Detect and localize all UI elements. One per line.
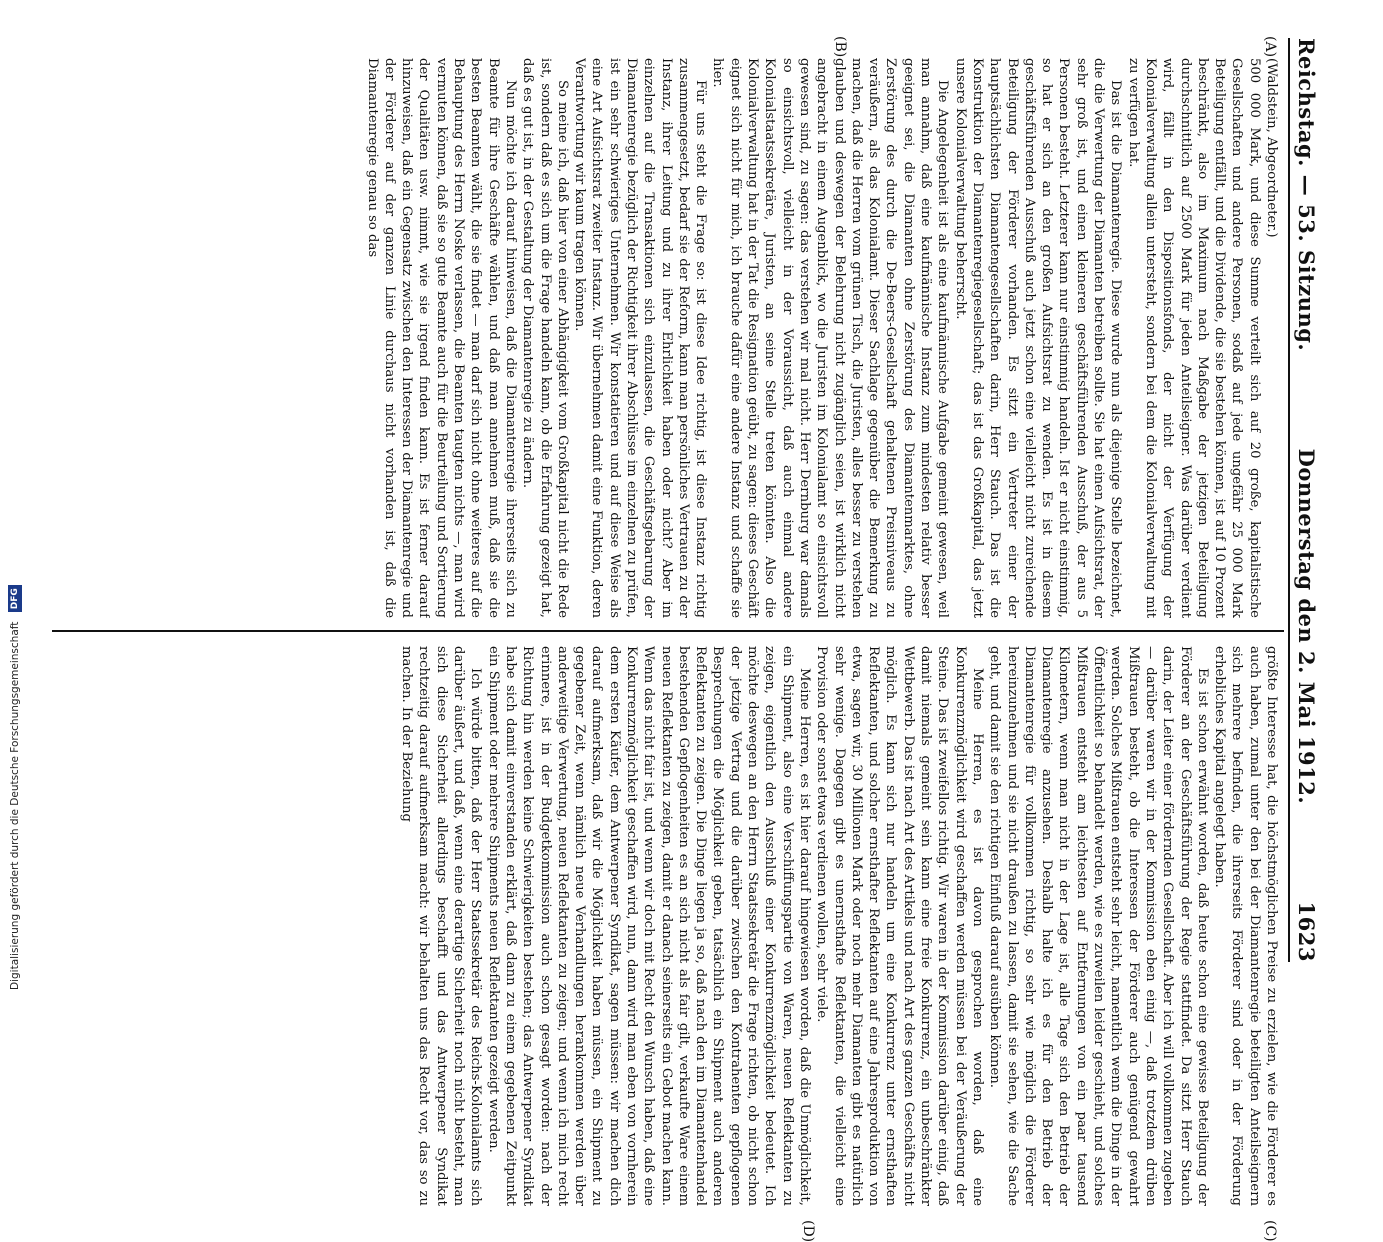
document-page — [48, 30, 1328, 1242]
header-date: Donnerstag den 2. Mai 1912. — [1294, 448, 1320, 805]
margin-marker-c: (C) — [1262, 1220, 1278, 1242]
margin-marker-b: (B) — [832, 36, 848, 58]
page-header — [1288, 38, 1324, 962]
dfg-logo-icon: DFG — [8, 585, 22, 612]
right-column — [54, 646, 1280, 1206]
paragraph: Die Angelegenheit ist als eine kaufmännische Aufgabe gemeint gewesen, weil man annahm, daß eine kaufmännische Instanz zum mindesten relativ besser geeignet sei, die Diamanten ohne Zerstörung des Diamantenmarktes, ohne Zerstörung des durch die De-Beers-Gesellschaft gehaltenen Preisniveaus zu veräußern, als das Kolonialamt. Dieser Sachlage gegenüber die Bemerkung zu machen, daß die Herren vom grünen Tisch, die Juristen, alles besser zu verstehen glauben und deswegen der Belehrung nicht zugänglich seien, ist wirklich nicht angebracht in einem Augenblick, wo die Juristen im Kolonialamt so einsichtsvoll gewesen sind, zu sagen: das verstehen wir mal nicht. Herr Dernburg war damals so einsichtsvoll, vielleicht in der Voraussicht, daß auch einmal andere Kolonialstaatssekretäre, Juristen, an seine Stelle treten könnten. Also die Kolonialverwaltung hat in der Tat die Resignation geübt, zu sagen: dieses Geschäft eignet sich nicht für mich, ich brauche dafür eine andere Instanz und schaffe sie hier. — [710, 58, 951, 618]
paragraph: Ich würde bitten, daß der Herr Staatssekretär des Reichs-Kolonialamts sich darüber äußert, und daß, wenn eine derartige Sicherheit noch nicht besteht, man sich diese Sicherheit allerdings beschafft und das Antwerpener Syndikat rechtzeitig darauf aufmerksam macht: wir behalten uns das Recht vor, das so zu machen. In der Beziehung — [399, 646, 484, 1206]
paragraph: Es ist schon erwähnt worden, daß heute schon eine gewisse Beteiligung der Förderer an der Geschäftsführung der Regie stattfindet. Da sitzt Herr Stauch darin, der Leiter einer fördernden Gesellschaft. Aber ich will vollkommen zugeben — darüber waren wir in der Kommission eben einig —, daß trotzdem drüben Mißtrauen besteht, ob die Interessen der Förderer auch genügend gewahrt werden. Solches Mißtrauen entsteht sehr leicht, namentlich wenn die Dinge in der Öffentlichkeit so behandelt werden, wie es zuweilen leider geschieht, und solches Mißtrauen entsteht am leichtesten auf Entfernungen von ein paar tausend Kilometern, wenn man nicht in der Lage ist, alle Tage sich den Betrieb der Diamantenregie anzusehen. Deshalb halte ich es für den Betrieb der Diamantenregie für vollkommen richtig, so sehr wie möglich die Förderer hereinzunehmen und sie nicht draußen zu lassen, damit sie sehen, wie die Sache geht, und damit sie den richtigen Einfluß darauf ausüben können. — [987, 646, 1210, 1206]
header-left: Reichstag. — 53. Sitzung. — [1294, 38, 1320, 352]
column-divider — [52, 630, 1284, 632]
paragraph: größte Interesse hat, die höchstmöglichen Preise zu erzielen, wie die Förderer es auch haben, zumal unter den bei der Diamantenregie beteiligten Anteilseignern sich mehrere befinden, die ihrerseits Förderer sind oder in der Förderung erhebliches Kapital angelegt haben. — [1212, 646, 1279, 1206]
paragraph: Nun möchte ich darauf hinweisen, daß die Diamantenregie ihrerseits sich zu Beamte für ihre Geschäfte wählen, und daß man annehmen muß, daß sie die besten Beamten wählt, die sie findet — man darf sich nicht ohne weiteres auf die Behauptung des Herrn Noske verlassen, die Beamten taugten nichts —, man wird vermuten können, daß sie so gute Beamte auch für die Beurteilung und Sortierung der Qualitäten usw. nimmt, wie sie irgend finden kann. Es ist ferner darauf hinzuweisen, daß ein Gegensatz zwischen den Interessen der Diamantenregie und der Förderer auf der ganzen Linie durchaus nicht vorhanden ist, daß die Diamantenregie genau so das — [364, 58, 518, 618]
paragraph: Meine Herren, es ist hier darauf hingewiesen worden, daß die Unmöglichkeit, ein Shipment, also eine Verschiffungspartie von Waren, neuen Reflektanten zu zeigen, eigentlich den Ausschluß einer Konkurrenzmöglichkeit bedeutet. Ich möchte deswegen an den Herrn Staatssekretär die Frage richten, ob nicht schon der jetzige Vertrag und die darüber zwischen den Kontrahenten gepflogenen Besprechungen die Möglichkeit geben, tatsächlich ein Shipment auch anderen Reflektanten zu zeigen. Die Dinge liegen ja so, daß nach den im Diamantenhandel bestehenden Gepflogenheiten es an sich nicht als fair gilt, verkaufte Ware einem neuen Reflektanten zu zeigen, damit er danach seinerseits ein Gebot machen kann. Wenn das nicht fair ist, und wenn wir doch mit Recht den Wunsch haben, daß eine Konkurrenzmöglichkeit geschaffen wird, nun, dann wird man eben von vornherein dem ersten Käufer, dem Antwerpener Syndikat, sagen müssen: wir machen dich darauf aufmerksam, daß wir die Möglichkeit haben müssen, ein Shipment zu gegebener Zeit, wenn nämlich neue Verhandlungen herankommen werden über anderweitige Verwertung, neuen Reflektanten zu zeigen; und wenn ich mich recht erinnere, ist in der Budgetkommission auch schon gesagt worden: nach der Richtung hin werden keine Schwierigkeiten bestehen; das Antwerpener Syndikat habe sich damit einverstanden erklärt, daß dann zu einem gegebenen Zeitpunkt ein Shipment oder mehrere Shipments neuen Reflektanten gezeigt werden. — [485, 646, 812, 1206]
speaker-label: (Waldstein, Abgeordneter.) — [1264, 58, 1279, 238]
funding-sidebar — [2, 0, 24, 1000]
left-column — [54, 58, 1280, 618]
margin-marker-d: (D) — [800, 1220, 816, 1242]
funding-text: Digitalisierung gefördert durch die Deutsche Forschungsgemeinschaft — [9, 621, 21, 990]
funding-note — [4, 10, 26, 990]
paragraph: Meine Herren, es ist davon gesprochen worden, daß eine Konkurrenzmöglichkeit wird geschaffen werden müssen bei der Veräußerung der Steine. Das ist zweifellos richtig. Wir waren in der Kommission darüber einig, daß damit niemals gemeint sein kann eine freie Konkurrenz, ein unbeschränkter Wettbewerb. Das ist nach Art des Artikels und nach Art des ganzen Geschäfts nicht möglich. Es kann sich nur handeln um eine Konkurrenz unter ernsthaften Reflektanten, und solcher ernsthafter Reflektanten auf eine Jahresproduktion von etwa, sagen wir, 30 Millionen Mark oder noch mehr Diamanten gibt es natürlich sehr wenige. Dagegen gibt es unernsthafte Reflektanten, die vielleicht eine Provision oder sonst etwas verdienen wollen, sehr viele. — [814, 646, 985, 1206]
paragraph: Das ist die Diamantenregie. Diese wurde nun als diejenige Stelle bezeichnet, die die Verwertung der Diamanten betreiben sollte. Sie hat einen Aufsichtsrat, der sehr groß ist, und einen kleineren geschäftsführenden Ausschuß, der aus 5 Personen besteht. Letzterer kann nur einstimmig handeln. Ist er nicht einstimmig, so hat er sich an den großen Aufsichtsrat zu wenden. Es ist in diesem geschäftsführenden Ausschuß auch jetzt schon eine vielleicht nicht zureichende Beteiligung der Förderer vorhanden. Es sitzt ein Vertreter einer der hauptsächlichsten Diamantengesellschaften darin, Herr Stauch. Das ist die Konstruktion der Diamantenregiegesellschaft; das ist das Großkapital, das jetzt unsere Kolonialverwaltung beherrscht. — [952, 58, 1124, 618]
margin-marker-a: (A) — [1262, 36, 1278, 58]
page-number: 1623 — [1294, 901, 1320, 962]
paragraph: 500 000 Mark, und diese Summe verteilt sich auf 20 große, kapitalistische Gesellschaften und andere Personen, sodaß auf jede ungefähr 25 000 Mark Beteiligung entfällt, und die Dividende, die sie bestehen können, ist auf 10 Prozent beschränkt, also im Maximum nach Maßgabe der jetzigen Beteiligung durchschnittlich auf 2500 Mark für jeden Anteilseigner. Was darüber verdient wird, fällt in den Dispositionsfonds, der nicht der Verfügung der Kolonialverwaltung allein untersteht, sondern bei dem die Kolonialverwaltung mit zu verfügen hat. — [1125, 58, 1262, 618]
paragraph: Für uns steht die Frage so: ist diese Idee richtig, ist diese Instanz richtig zusammengesetzt, bedarf sie der Reform, kann man persönliches Vertrauen zu der Instanz, ihrer Leitung und zu ihrer Ehrlichkeit haben oder nicht? Aber im einzelnen auf die Transaktionen sich einzulassen, die Geschäftsgebarung der Diamantenregie bezüglich der Richtigkeit ihrer Abschlüsse im einzelnen zu prüfen, ist ein sehr schwieriges Unternehmen. Wir konstatieren und auf diese Weise als eine Art Aufsichtsrat zweiter Instanz. Wir übernehmen damit eine Funktion, deren Verantwortung wir kaum tragen können. — [572, 58, 709, 618]
paragraph: So meine ich, daß hier von einer Abhängigkeit vom Großkapital nicht die Rede ist, sondern daß es sich um die Frage handeln kann, ob die Erfahrung gezeigt hat, daß es gut ist, in der Gestaltung der Diamantenregie zu ändern. — [520, 58, 570, 618]
